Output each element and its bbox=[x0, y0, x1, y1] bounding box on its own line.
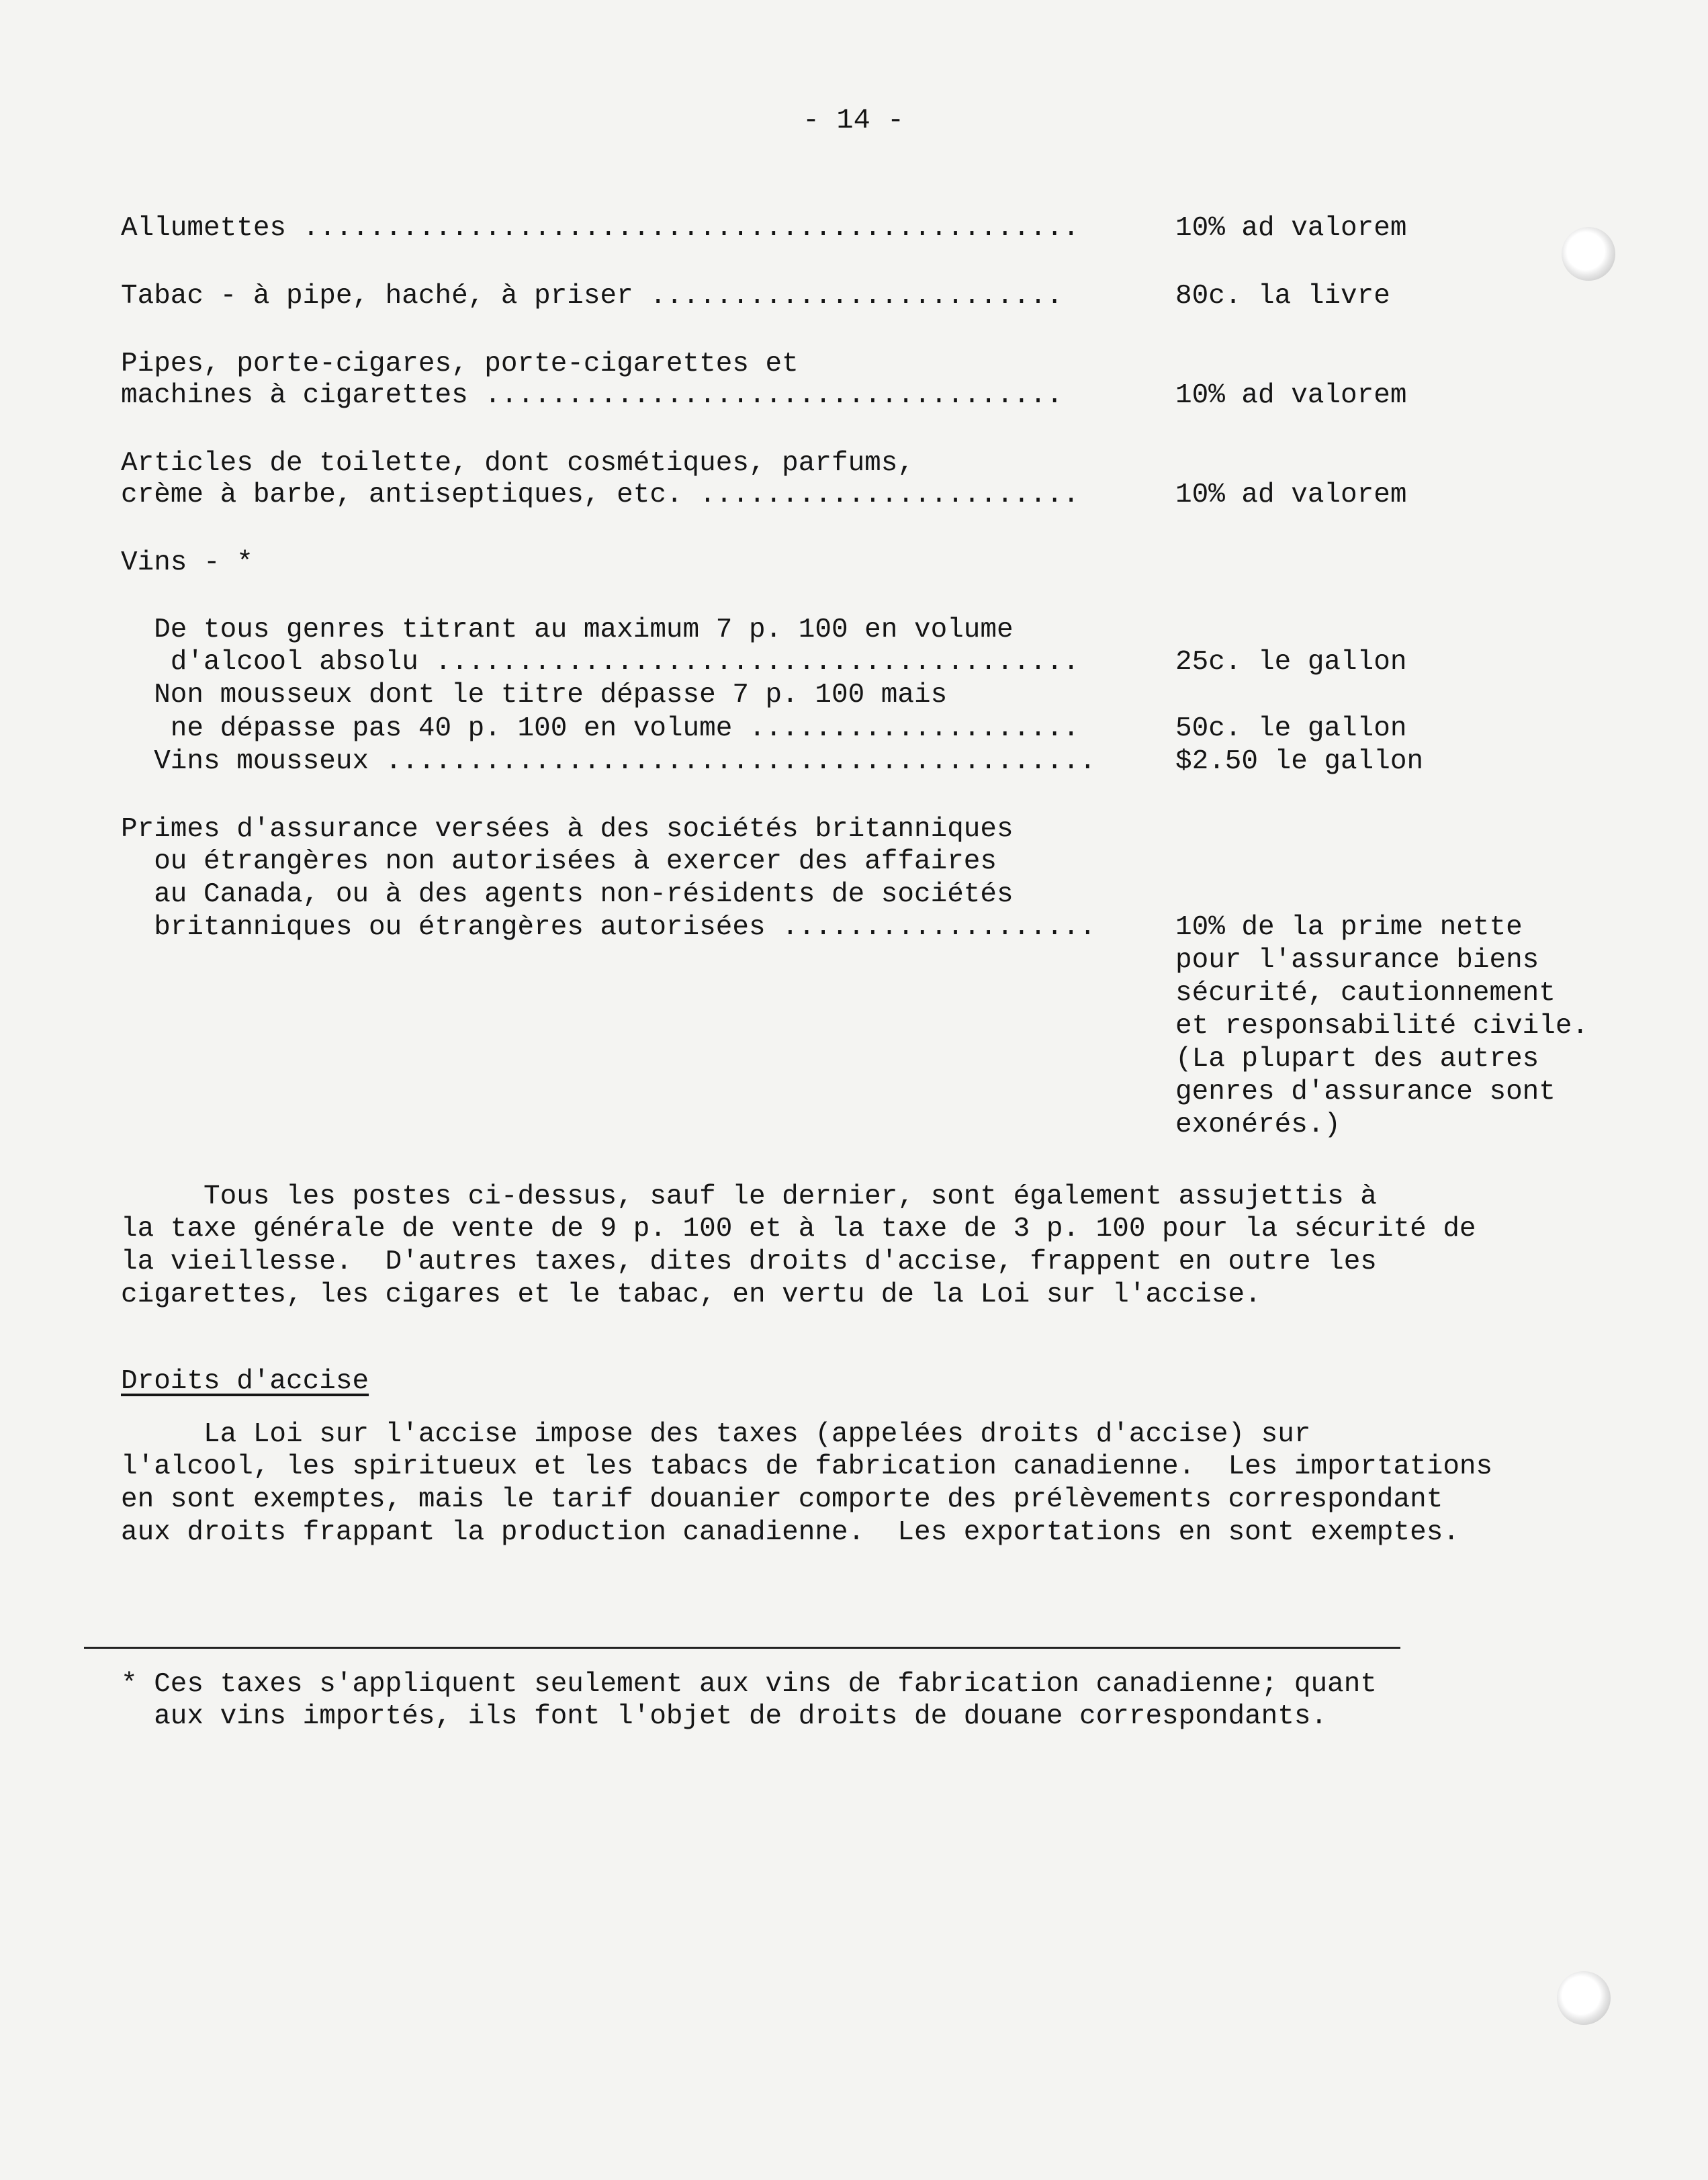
punch-hole-icon bbox=[1562, 227, 1615, 281]
primes-price-line-4: et responsabilité civile. bbox=[1175, 1011, 1589, 1042]
item-tabac-price: 80c. la livre bbox=[1175, 281, 1390, 312]
primes-line-4: britanniques ou étrangères autorisées ................... bbox=[121, 912, 1096, 943]
item-pipes-label-line-2: machines à cigarettes ................................... bbox=[121, 380, 1063, 411]
vins-price-1: 25c. le gallon bbox=[1175, 647, 1407, 678]
footnote-line-1: * Ces taxes s'appliquent seulement aux vins de fabrication canadienne; quant bbox=[121, 1669, 1377, 1700]
primes-price-line-2: pour l'assurance biens bbox=[1175, 945, 1539, 976]
vins-line-3: Non mousseux dont le titre dépasse 7 p. 100 mais bbox=[121, 680, 948, 711]
primes-price-line-6: genres d'assurance sont bbox=[1175, 1077, 1556, 1107]
footnote-line-2: aux vins importés, ils font l'objet de droits de douane correspondants. bbox=[121, 1701, 1328, 1732]
paragraph-1-line-2: la taxe générale de vente de 9 p. 100 et à la taxe de 3 p. 100 pour la sécurité de bbox=[121, 1214, 1476, 1244]
primes-price-line-3: sécurité, cautionnement bbox=[1175, 978, 1556, 1009]
primes-line-3: au Canada, ou à des agents non-résidents de sociétés bbox=[121, 879, 1014, 910]
section-heading: Droits d'accise bbox=[121, 1366, 369, 1397]
footnote-divider bbox=[84, 1647, 1400, 1649]
vins-heading: Vins - * bbox=[121, 547, 253, 578]
primes-price-line-7: exonérés.) bbox=[1175, 1109, 1341, 1140]
vins-price-2: 50c. le gallon bbox=[1175, 713, 1407, 744]
item-pipes-label-line-1: Pipes, porte-cigares, porte-cigarettes et bbox=[121, 349, 799, 379]
vins-line-2: d'alcool absolu ....................................... bbox=[121, 647, 1080, 678]
primes-price-line-5: (La plupart des autres bbox=[1175, 1044, 1539, 1075]
paragraph-2-line-1: La Loi sur l'accise impose des taxes (appelées droits d'accise) sur bbox=[121, 1419, 1311, 1450]
primes-line-1: Primes d'assurance versées à des sociétés britanniques bbox=[121, 814, 1014, 845]
item-toilette-label-line-2: crème à barbe, antiseptiques, etc. ....................... bbox=[121, 480, 1080, 510]
vins-line-5: Vins mousseux ........................................... bbox=[121, 746, 1096, 777]
item-allumettes-label: Allumettes ............................................... bbox=[121, 213, 1080, 244]
punch-hole-icon bbox=[1557, 1971, 1611, 2025]
item-toilette-label-line-1: Articles de toilette, dont cosmétiques, parfums, bbox=[121, 448, 914, 479]
primes-line-2: ou étrangères non autorisées à exercer des affaires bbox=[121, 846, 997, 877]
page-number: - 14 - bbox=[803, 104, 905, 136]
primes-price-line-1: 10% de la prime nette bbox=[1175, 912, 1523, 943]
paragraph-1-line-1: Tous les postes ci-dessus, sauf le dernier, sont également assujettis à bbox=[121, 1181, 1377, 1212]
item-toilette-price: 10% ad valorem bbox=[1175, 480, 1407, 510]
item-allumettes-price: 10% ad valorem bbox=[1175, 213, 1407, 244]
paragraph-2-line-4: aux droits frappant la production canadienne. Les exportations en sont exemptes. bbox=[121, 1517, 1459, 1548]
vins-line-1: De tous genres titrant au maximum 7 p. 100 en volume bbox=[121, 615, 1014, 645]
item-tabac-label: Tabac - à pipe, haché, à priser ......................... bbox=[121, 281, 1063, 312]
paragraph-1-line-3: la vieillesse. D'autres taxes, dites droits d'accise, frappent en outre les bbox=[121, 1246, 1377, 1277]
vins-line-4: ne dépasse pas 40 p. 100 en volume .................... bbox=[121, 713, 1080, 744]
vins-price-3: $2.50 le gallon bbox=[1175, 746, 1424, 777]
paragraph-2-line-3: en sont exemptes, mais le tarif douanier comporte des prélèvements correspondant bbox=[121, 1484, 1443, 1515]
paragraph-2-line-2: l'alcool, les spiritueux et les tabacs de fabrication canadienne. Les importations bbox=[121, 1451, 1493, 1482]
paragraph-1-line-4: cigarettes, les cigares et le tabac, en vertu de la Loi sur l'accise. bbox=[121, 1279, 1261, 1310]
item-pipes-price: 10% ad valorem bbox=[1175, 380, 1407, 411]
